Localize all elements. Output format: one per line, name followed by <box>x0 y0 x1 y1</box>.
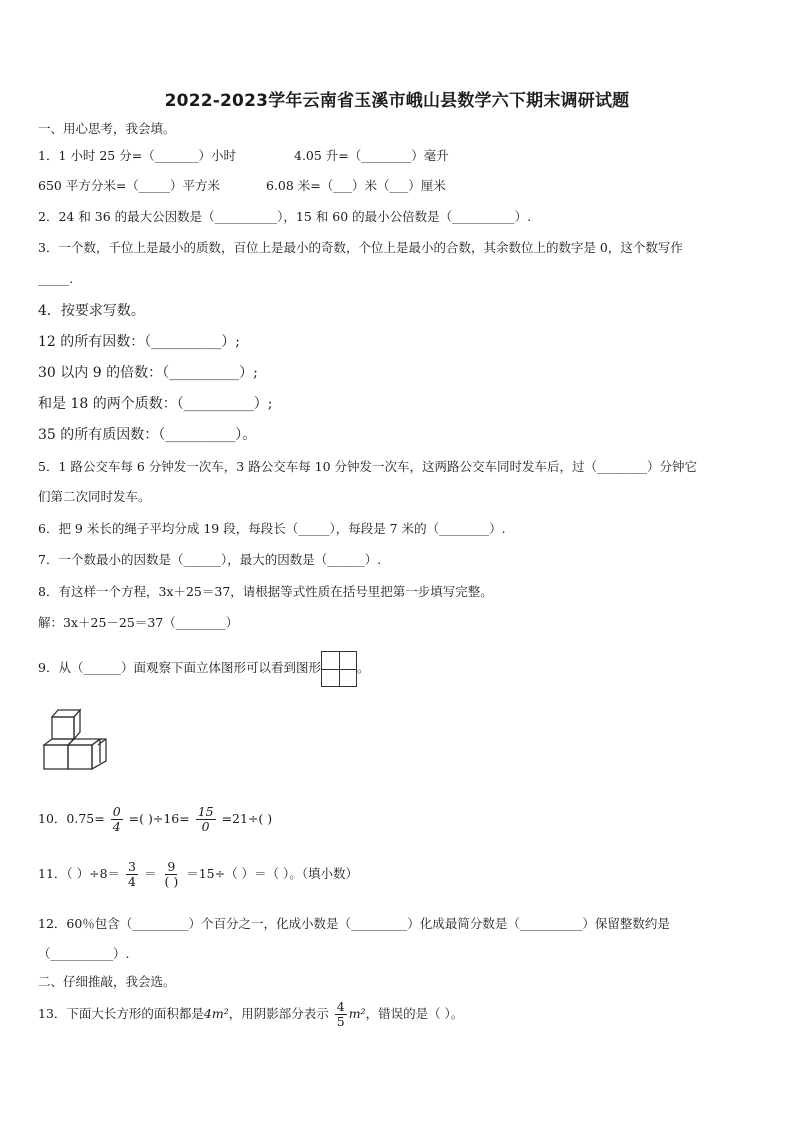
fraction-3-4-denominator: 4 <box>128 874 136 889</box>
question-10 <box>38 796 272 842</box>
fraction-9-numerator: 9 <box>167 859 176 874</box>
fraction-9-denominator: ( ) <box>164 874 179 889</box>
question-10-middle: =( )÷16= <box>128 811 190 826</box>
cube-stack-figure <box>40 705 112 775</box>
fraction-1 <box>111 805 123 834</box>
fraction-4-5 <box>335 1000 347 1029</box>
question-4-factors-12: 12 的所有因数：（__________）; <box>38 334 240 350</box>
question-13 <box>38 996 463 1032</box>
question-6: 6．把 9 米长的绳子平均分成 19 段，每段长（_____），每段是 7 米的（________）. <box>38 521 506 536</box>
question-13-prefix: 13．下面大长方形的面积都是 <box>38 1006 204 1021</box>
question-12: 12．60％包含（_________）个百分之一，化成小数是（_________）化成最简分数是（__________）保留整数约是 <box>38 916 670 931</box>
fraction-3-4 <box>126 860 138 889</box>
question-9-text: 9．从（______）面观察下面立体图形可以看到图形 <box>38 660 321 675</box>
question-13-suffix: ，错误的是（ ）。 <box>365 1006 464 1021</box>
question-1-volume: 4.05 升=（________）毫升 <box>294 148 449 163</box>
section-heading-2: 二、仔细推敲，我会选。 <box>38 974 176 989</box>
fraction-9-blank <box>162 860 180 889</box>
fraction-3-4-numerator: 3 <box>128 859 136 874</box>
question-10-prefix: 10．0.75= <box>38 811 105 826</box>
fraction-4-5-denominator: 5 <box>336 1014 345 1029</box>
question-4-multiples-9: 30 以内 9 的倍数：（__________）; <box>38 365 258 381</box>
question-11-suffix: ＝15÷（ ）＝（ ）。（填小数） <box>186 866 359 881</box>
question-4-primes-18: 和是 18 的两个质数：（__________）; <box>38 396 273 412</box>
fraction-1-denominator: 4 <box>112 819 121 834</box>
question-12-continued: （__________）. <box>38 946 130 961</box>
question-3: 3．一个数，千位上是最小的质数，百位上是最小的奇数，个位上是最小的合数，其余数位上的数字是 0，这个数写作 <box>38 240 683 255</box>
fraction-1-numerator: 0 <box>112 804 121 819</box>
question-13-area: 4m² <box>203 1006 229 1021</box>
question-1-length: 6.08 米=（___）米（___）厘米 <box>266 178 446 193</box>
question-1-area: 650 平方分米=（_____）平方米 <box>38 178 221 193</box>
question-7: 7．一个数最小的因数是（______），最大的因数是（______）. <box>38 552 382 567</box>
question-5-continued: 们第二次同时发车。 <box>38 489 151 504</box>
question-9 <box>38 648 369 688</box>
question-4-prime-factors-35: 35 的所有质因数：（__________）。 <box>38 427 257 443</box>
question-8-solution: 解：3x＋25－25＝37（________） <box>38 615 239 630</box>
question-4: 4．按要求写数。 <box>38 303 145 319</box>
question-10-suffix: =21÷( ) <box>221 811 273 826</box>
question-8: 8．有这样一个方程，3x＋25＝37，请根据等式性质在括号里把第一步填写完整。 <box>38 584 493 599</box>
page-title: 2022-2023学年云南省玉溪市峨山县数学六下期末调研试题 <box>164 91 630 111</box>
question-13-unit: m² <box>348 1006 366 1021</box>
question-3-answer: _____. <box>38 271 74 286</box>
question-13-middle: ，用阴影部分表示 <box>228 1006 329 1021</box>
fraction-2-denominator: 0 <box>201 819 210 834</box>
question-9-end: 。 <box>356 660 370 675</box>
fraction-2-numerator: 15 <box>197 804 214 819</box>
question-2: 2．24 和 36 的最大公因数是（__________），15 和 60 的最小公倍数是（__________）. <box>38 209 532 224</box>
question-1-time: 1．1 小时 25 分=（_______）小时 <box>38 148 236 163</box>
question-11 <box>38 853 358 895</box>
four-square-grid-icon <box>321 651 357 687</box>
fraction-4-5-numerator: 4 <box>336 999 345 1014</box>
question-11-equals: ＝ <box>143 866 157 881</box>
fraction-2 <box>196 805 216 834</box>
question-5: 5．1 路公交车每 6 分钟发一次车，3 路公交车每 10 分钟发一次车，这两路公交车同时发车后，过（________）分钟它 <box>38 459 698 474</box>
section-heading-1: 一、用心思考，我会填。 <box>38 121 176 136</box>
question-11-prefix: 11．（ ）÷8＝ <box>38 866 121 881</box>
